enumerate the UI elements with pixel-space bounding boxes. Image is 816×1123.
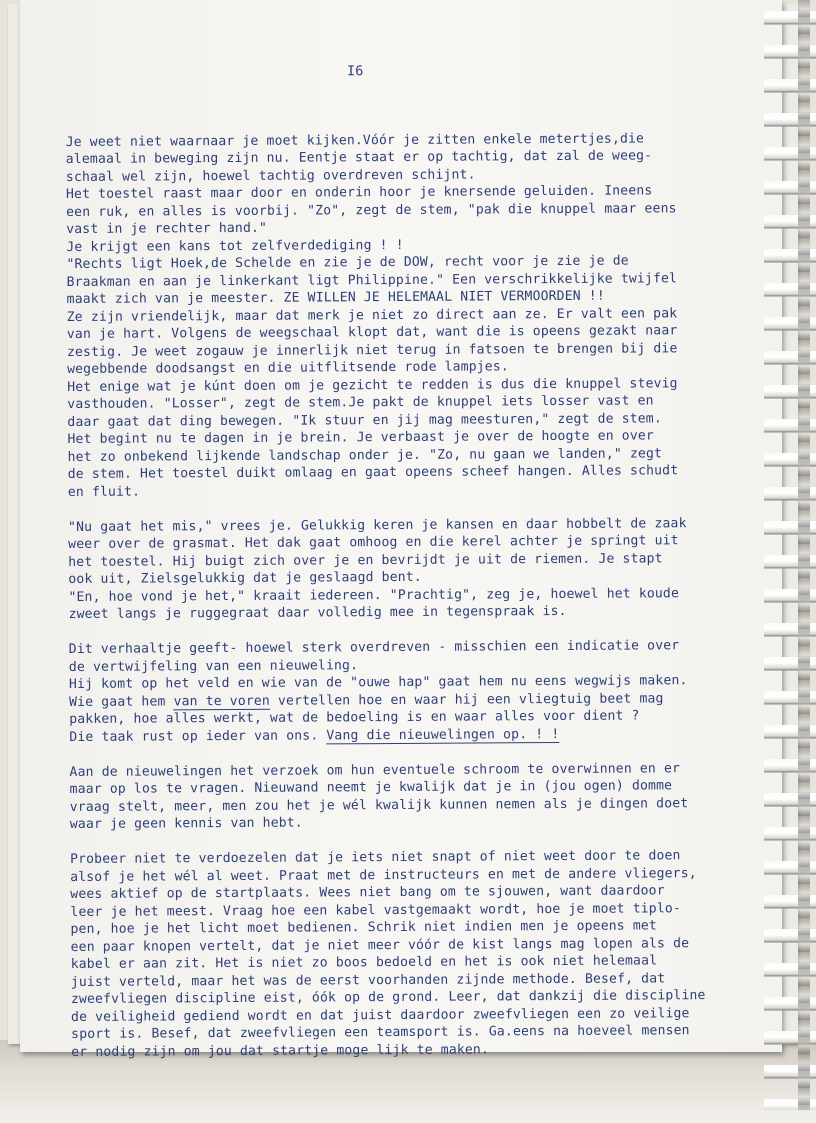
text-line: zestig. Je weet zogauw je innerlijk niet terug in fatsoen te brengen bij die <box>66 340 678 360</box>
text-line: "En, hoe vond je het," kraait iedereen. "Prachtig", zeg je, hoewel het koude <box>68 585 680 605</box>
text-line: kabel er aan zit. Het is niet zo boos bedoeld en het is ook niet helemaal <box>70 953 658 972</box>
text-line: Je weet niet waarnaar je moet kijken.Vóór je zitten enkele metertjes,die <box>65 130 645 150</box>
text-line: alemaal in beweging zijn nu. Eentje staat er op tachtig, dat zal de weeg- <box>65 148 653 167</box>
text-line: wegebbende doodsangst en die uitflitsende rode lampjes. <box>67 359 509 377</box>
text-line: wees aktief op de startplaats. Wees niet bang om te sjouwen, want daardoor <box>70 883 665 902</box>
text-line: de veiligheid gediend wordt en dat juist daardoor zweefvliegen een zo veilige <box>70 1005 690 1025</box>
text-line: pen, hoe je het licht moet bedienen. Schrik niet indien men je opeens met <box>70 918 657 937</box>
text-line: sport is. Besef, dat zweefvliegen een teamsport is. Ga.eens na hoeveel mensen <box>71 1023 690 1042</box>
text-line: Hij komt op het veld en wie van de "ouwe hap" gaat hem nu eens wegwijs maken. <box>68 673 688 692</box>
text-line: maakt zich van je meester. ZE WILLEN JE HELEMAAL NIET VERMOORDEN !! <box>66 288 605 307</box>
text-line: leer je het meest. Vraag hoe een kabel vastgemaakt wordt, hoe je moet tiplo- <box>70 900 681 920</box>
text-line: Die taak rust op ieder van ons. Vang die nieuwelingen op. ! ! <box>69 726 560 745</box>
text-line: een paar knopen vertelt, dat je niet meer vóór de kist langs mag lopen als de <box>70 935 690 955</box>
text-line: Braakman en aan je linkerkant ligt Philippine." Een verschrikkelijke twijfel <box>66 270 678 290</box>
underlined-text: Vang die nieuwelingen op. ! ! <box>326 726 560 743</box>
text-line: zweefvliegen discipline eist, óók op de grond. Leer, dat dankzij die discipline <box>70 988 706 1007</box>
text-line: ook uit, Zielsgelukkig dat je geslaagd bent. <box>68 569 422 587</box>
text-line: het toestel. Hij buigt zich over je en bevrijdt je uit de riemen. Je stapt <box>68 550 663 570</box>
text-line: vasthouden. "Losser", zegt de stem.Je pakt de knuppel iets losser vast en <box>67 393 654 412</box>
page-text <box>65 26 771 1096</box>
text-line: een ruk, en alles is voorbij. "Zo", zegt de stem, "pak die knuppel maar eens <box>66 200 677 220</box>
text-line: juist verteld, maar het was de eerst voorhanden zijnde methode. Besef, dat <box>70 970 666 990</box>
text-line: Aan de nieuwelingen het verzoek om hun eventuele schroom te overwinnen en er <box>69 760 681 780</box>
text-line: "Nu gaat het mis," vrees je. Gelukkig keren je kansen en daar hobbelt de zaak <box>67 515 687 535</box>
text-line: Wie gaat hem van te voren vertellen hoe en waar hij een vliegtuig beet mag <box>69 690 664 710</box>
page-body <box>66 129 772 1061</box>
text-line: vast in je rechter hand." <box>66 220 268 237</box>
underlined-text: van te voren <box>173 693 270 709</box>
text-line: er nodig zijn om jou dat startje moge lijk te maken. <box>71 1041 490 1060</box>
text-line: de stem. Het toestel duikt omlaag en gaat opeens scheef hangen. Alles schudt <box>67 463 679 482</box>
text-line: Het begint nu te dagen in je brein. Je verbaast je over de hoogte en over <box>67 428 654 447</box>
text-line: zweet langs je ruggegraat daar volledig mee in tegenspraak is. <box>68 603 567 622</box>
text-line: van je hart. Volgens de weegschaal klopt dat, want die is opeens gezakt naar <box>66 323 678 342</box>
text-line: de vertwijfeling van een nieuweling. <box>68 657 359 675</box>
text-line: Dit verhaaltje geeft- hoewel sterk overdreven - misschien een indicatie over <box>68 638 680 657</box>
text-line: Het enige wat je kúnt doen om je gezicht te redden is dus die knuppel stevig <box>67 375 678 395</box>
text-line: Probeer niet te verdoezelen dat je iets niet snapt of niet weet door te doen <box>70 848 681 867</box>
text-line: maar op los te vragen. Nieuwand neemt je kwalijk dat je in (jou ogen) domme <box>69 778 673 797</box>
text-line: alsof je het wél al weet. Praat met de instructeurs en met de andere vliegers, <box>70 865 697 885</box>
text-line: het zo onbekend lijkende landschap onder je. "Zo, nu gaan we landen," zegt <box>67 445 663 465</box>
text-line: Het toestel raast maar door en onderin hoor je knersende geluiden. Ineens <box>65 183 653 202</box>
text-line: weer over de grasmat. Het dak gaat omhoog en die kerel achter je springt uit <box>68 533 679 552</box>
page-number: I6 <box>346 63 364 80</box>
text-line: schaal wel zijn, hoewel tachtig overdreven schijnt. <box>65 166 476 185</box>
text-line: waar je geen kennis van hebt. <box>69 815 303 832</box>
text-line: pakken, hoe alles werkt, wat de bedoeling is en waar alles voor dient ? <box>69 708 640 727</box>
text-line: "Rechts ligt Hoek,de Schelde en zie je de DOW, recht voor je zie je de <box>66 253 629 272</box>
text-line: daar gaat dat ding bewegen. "Ik stuur en jij mag meesturen," zegt de stem. <box>67 410 662 430</box>
text-line: en fluit. <box>67 484 141 500</box>
text-line: vraag stelt, meer, men zou het je wél kwalijk kunnen nemen als je dingen doet <box>69 795 689 815</box>
typewritten-page <box>20 0 782 1060</box>
text-line: Je krijgt een kans tot zelfverdediging ! ! <box>66 237 404 255</box>
binding-rings <box>798 0 810 1110</box>
text-line: Ze zijn vriendelijk, maar dat merk je niet zo direct aan ze. Er valt een pak <box>66 305 678 325</box>
